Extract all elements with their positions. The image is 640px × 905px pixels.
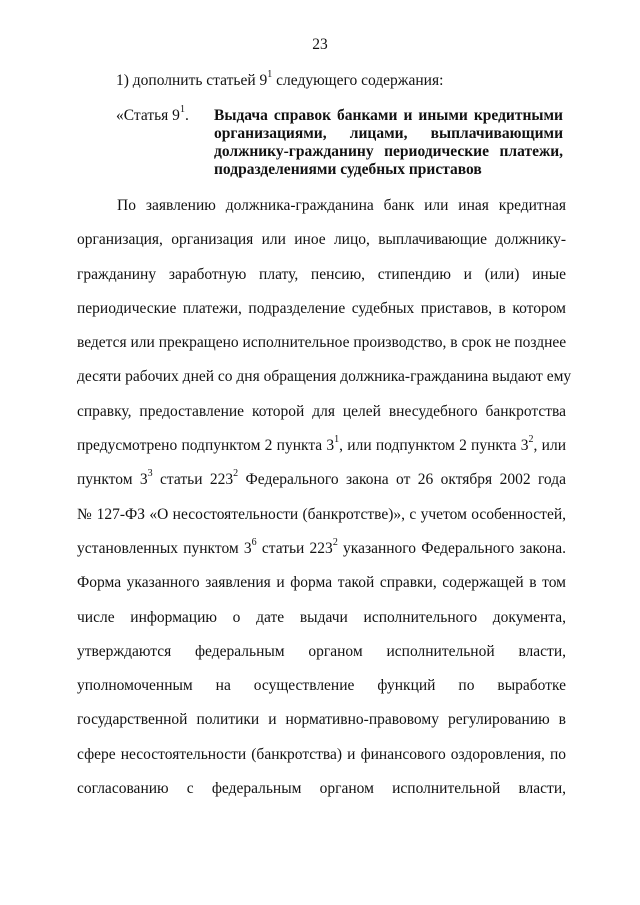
- body-line: [77, 535, 566, 569]
- body-line-segment: указанного Федерального закона.: [337, 539, 566, 557]
- article-title-line: Выдача справок банками и иными кредитными: [214, 107, 563, 124]
- body-line: [77, 432, 566, 466]
- amendment-item: [116, 68, 444, 90]
- amendment-item-prefix: 1) дополнить статьей 9: [116, 72, 268, 89]
- body-line: десяти рабочих дней со дня обращения должника-гражданина выдают ему: [77, 368, 572, 386]
- article-title: [214, 107, 563, 179]
- body-line: сфере несостоятельности (банкротства) и финансового оздоровления, по: [77, 745, 566, 763]
- body-line-superscript: 2: [233, 468, 239, 480]
- body-line-segment: установленных пунктом 3: [77, 539, 252, 557]
- body-line-superscript: 2: [528, 433, 534, 445]
- article-title-line: организациями, лицами, выплачивающими: [214, 125, 563, 142]
- body-line-segment: Федерального закона от 26 октября 2002 года: [238, 471, 567, 489]
- body-line: периодические платежи, подразделение судебных приставов, в котором: [77, 299, 566, 317]
- body-line-segment: пунктом 3: [77, 471, 148, 489]
- body-line-superscript: 1: [334, 433, 340, 445]
- body-line-segment: , или: [533, 437, 566, 455]
- body-line: государственной политики и нормативно-правовому регулированию в: [77, 711, 566, 729]
- body-line: утверждаются федеральным органом исполнительной власти,: [77, 642, 566, 660]
- body-line: По заявлению должника-гражданина банк или иная кредитная: [117, 197, 566, 214]
- article-body: [77, 192, 572, 809]
- body-line: Форма указанного заявления и форма такой справки, содержащей в том: [77, 574, 566, 592]
- body-line-segment: , или подпунктом 2 пункта 3: [339, 437, 529, 455]
- article-label-suffix: .: [184, 107, 189, 124]
- body-line: № 127-ФЗ «О несостоятельности (банкротстве)», с учетом особенностей,: [77, 505, 566, 523]
- body-line-superscript: 6: [251, 536, 257, 548]
- body-line: согласованию с федеральным органом исполнительной власти,: [77, 780, 566, 798]
- article-title-line: должнику-гражданину периодические платежи,: [214, 143, 563, 160]
- body-line-superscript: 3: [147, 468, 153, 480]
- body-line-superscript: 2: [332, 536, 338, 548]
- body-line: уполномоченным на осуществление функций по выработке: [77, 677, 566, 695]
- body-line-segment: статьи 223: [256, 539, 333, 557]
- body-line-segment: предусмотрено подпунктом 2 пункта 3: [77, 437, 335, 455]
- article-label: [116, 103, 189, 125]
- body-line: ведется или прекращено исполнительное производство, в срок не позднее: [77, 334, 567, 352]
- page-number: 23: [312, 36, 328, 53]
- amendment-item-suffix: следующего содержания:: [272, 72, 444, 89]
- body-line-segment: статьи 223: [152, 471, 234, 489]
- article-label-superscript: 1: [179, 103, 185, 115]
- body-line: справку, предоставление которой для целей внесудебного банкротства: [77, 402, 566, 420]
- body-line: [77, 466, 566, 500]
- body-line: числе информацию о дате выдачи исполнительного документа,: [77, 608, 566, 626]
- amendment-item-superscript: 1: [267, 68, 273, 80]
- article-label-prefix: «Статья 9: [116, 107, 180, 124]
- body-line: организация, организация или иное лицо, выплачивающие должнику-: [77, 231, 566, 249]
- body-line: гражданину заработную плату, пенсию, стипендию и (или) иные: [77, 265, 566, 283]
- article-title-line: подразделениями судебных приставов: [214, 161, 482, 178]
